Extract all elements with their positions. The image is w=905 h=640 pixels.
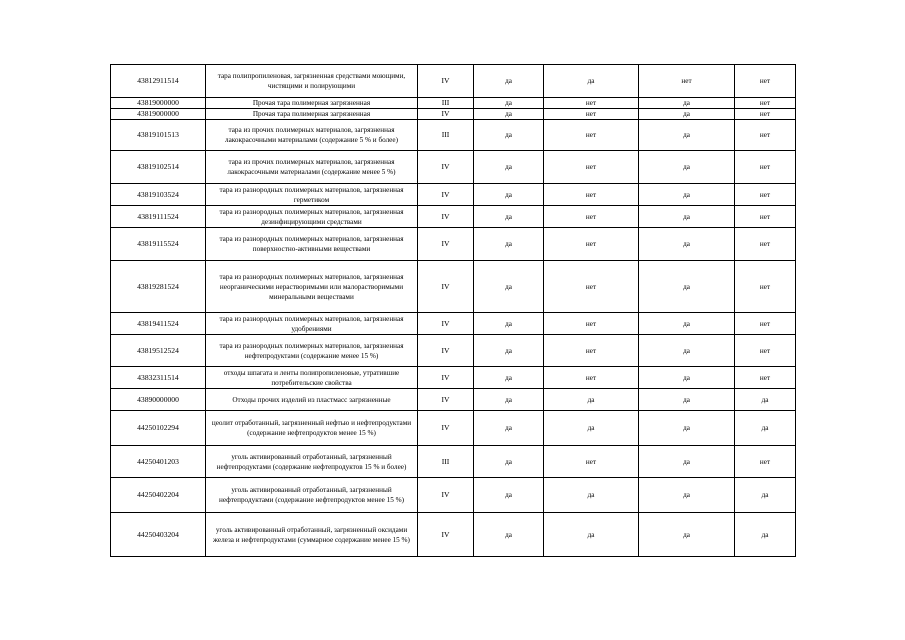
flag-cell-2: нет	[544, 335, 639, 367]
flag-cell-3: да	[639, 120, 735, 151]
table-row	[111, 109, 796, 120]
flag-cell-4: нет	[735, 98, 796, 109]
table-row	[111, 228, 796, 261]
waste-name-cell: уголь активированный отработанный, загрязненный оксидами железа и нефтепродуктами (суммарное содержание менее 15 %)	[206, 513, 418, 557]
hazard-class-cell: IV	[418, 335, 474, 367]
flag-cell-3: да	[639, 335, 735, 367]
hazard-class-cell: IV	[418, 478, 474, 513]
waste-classification-table	[110, 64, 796, 557]
waste-code-cell: 43819111524	[111, 206, 206, 228]
flag-cell-2: нет	[544, 313, 639, 335]
flag-cell-4: нет	[735, 109, 796, 120]
flag-cell-2: да	[544, 389, 639, 411]
flag-cell-4: нет	[735, 206, 796, 228]
flag-cell-3: да	[639, 411, 735, 446]
waste-name-cell: тара полипропиленовая, загрязненная средствами моющими, чистящими и полирующими	[206, 65, 418, 98]
flag-cell-3: да	[639, 206, 735, 228]
flag-cell-3: да	[639, 98, 735, 109]
waste-code-cell: 43819101513	[111, 120, 206, 151]
flag-cell-1: да	[474, 411, 544, 446]
flag-cell-4: нет	[735, 228, 796, 261]
flag-cell-1: да	[474, 446, 544, 478]
flag-cell-1: да	[474, 261, 544, 313]
table-row	[111, 120, 796, 151]
hazard-class-cell: IV	[418, 184, 474, 206]
waste-code-cell: 43819103524	[111, 184, 206, 206]
waste-name-cell: тара из разнородных полимерных материалов, загрязненная поверхностно-активными веществами	[206, 228, 418, 261]
waste-name-cell: отходы шпагата и ленты полипропиленовые, утратившие потребительские свойства	[206, 367, 418, 389]
waste-name-cell: уголь активированный отработанный, загрязненный нефтепродуктами (содержание нефтепродуктов менее 15 %)	[206, 478, 418, 513]
flag-cell-4: нет	[735, 151, 796, 184]
hazard-class-cell: IV	[418, 65, 474, 98]
flag-cell-3: да	[639, 109, 735, 120]
table-row	[111, 389, 796, 411]
flag-cell-4: да	[735, 513, 796, 557]
hazard-class-cell: IV	[418, 261, 474, 313]
waste-name-cell: Прочая тара полимерная загрязненная	[206, 98, 418, 109]
flag-cell-3: нет	[639, 65, 735, 98]
table-row	[111, 335, 796, 367]
flag-cell-1: да	[474, 478, 544, 513]
table-row	[111, 513, 796, 557]
table-row	[111, 261, 796, 313]
flag-cell-4: нет	[735, 446, 796, 478]
flag-cell-3: да	[639, 446, 735, 478]
table-row	[111, 478, 796, 513]
table-body	[111, 65, 796, 557]
flag-cell-3: да	[639, 184, 735, 206]
flag-cell-4: да	[735, 478, 796, 513]
flag-cell-1: да	[474, 335, 544, 367]
waste-code-cell: 44250403204	[111, 513, 206, 557]
flag-cell-4: да	[735, 389, 796, 411]
flag-cell-4: нет	[735, 335, 796, 367]
hazard-class-cell: III	[418, 446, 474, 478]
flag-cell-1: да	[474, 120, 544, 151]
flag-cell-3: да	[639, 313, 735, 335]
hazard-class-cell: IV	[418, 109, 474, 120]
waste-code-cell: 43819115524	[111, 228, 206, 261]
waste-code-cell: 43890000000	[111, 389, 206, 411]
waste-name-cell: цеолит отработанный, загрязненный нефтью и нефтепродуктами (содержание нефтепродуктов менее 15 %)	[206, 411, 418, 446]
waste-name-cell: тара из прочих полимерных материалов, загрязненная лакокрасочными материалами (содержание менее 5 %)	[206, 151, 418, 184]
hazard-class-cell: III	[418, 120, 474, 151]
hazard-class-cell: IV	[418, 411, 474, 446]
waste-code-cell: 43832311514	[111, 367, 206, 389]
flag-cell-2: нет	[544, 120, 639, 151]
flag-cell-3: да	[639, 261, 735, 313]
flag-cell-1: да	[474, 151, 544, 184]
waste-code-cell: 43819411524	[111, 313, 206, 335]
waste-name-cell: уголь активированный отработанный, загрязненный нефтепродуктами (содержание нефтепродуктов 15 % и более)	[206, 446, 418, 478]
flag-cell-2: нет	[544, 446, 639, 478]
flag-cell-3: да	[639, 151, 735, 184]
flag-cell-3: да	[639, 367, 735, 389]
waste-code-cell: 44250401203	[111, 446, 206, 478]
flag-cell-3: да	[639, 478, 735, 513]
hazard-class-cell: III	[418, 98, 474, 109]
waste-code-cell: 43819000000	[111, 109, 206, 120]
hazard-class-cell: IV	[418, 206, 474, 228]
flag-cell-4: нет	[735, 184, 796, 206]
table-row	[111, 151, 796, 184]
waste-code-cell: 43812911514	[111, 65, 206, 98]
flag-cell-3: да	[639, 513, 735, 557]
flag-cell-3: да	[639, 228, 735, 261]
waste-code-cell: 43819512524	[111, 335, 206, 367]
waste-code-cell: 43819102514	[111, 151, 206, 184]
flag-cell-2: нет	[544, 184, 639, 206]
flag-cell-1: да	[474, 98, 544, 109]
flag-cell-1: да	[474, 513, 544, 557]
flag-cell-1: да	[474, 313, 544, 335]
waste-name-cell: тара из разнородных полимерных материалов, загрязненная неорганическими нерастворимыми или малорастворимыми минеральными веществами	[206, 261, 418, 313]
flag-cell-1: да	[474, 206, 544, 228]
waste-name-cell: тара из разнородных полимерных материалов, загрязненная дезинфицирующими средствами	[206, 206, 418, 228]
table-row	[111, 206, 796, 228]
hazard-class-cell: IV	[418, 151, 474, 184]
waste-code-cell: 43819000000	[111, 98, 206, 109]
flag-cell-1: да	[474, 65, 544, 98]
waste-name-cell: тара из разнородных полимерных материалов, загрязненная герметиком	[206, 184, 418, 206]
flag-cell-4: нет	[735, 65, 796, 98]
flag-cell-4: нет	[735, 120, 796, 151]
flag-cell-2: нет	[544, 367, 639, 389]
flag-cell-1: да	[474, 367, 544, 389]
flag-cell-1: да	[474, 389, 544, 411]
flag-cell-4: нет	[735, 367, 796, 389]
flag-cell-2: нет	[544, 109, 639, 120]
table-row	[111, 98, 796, 109]
flag-cell-1: да	[474, 184, 544, 206]
flag-cell-2: нет	[544, 151, 639, 184]
hazard-class-cell: IV	[418, 513, 474, 557]
waste-code-cell: 43819281524	[111, 261, 206, 313]
hazard-class-cell: IV	[418, 367, 474, 389]
flag-cell-2: нет	[544, 98, 639, 109]
table-row	[111, 411, 796, 446]
waste-name-cell: Отходы прочих изделий из пластмасс загрязненные	[206, 389, 418, 411]
waste-code-cell: 44250102294	[111, 411, 206, 446]
flag-cell-2: нет	[544, 261, 639, 313]
waste-name-cell: тара из прочих полимерных материалов, загрязненная лакокрасочными материалами (содержание 5 % и более)	[206, 120, 418, 151]
waste-name-cell: тара из разнородных полимерных материалов, загрязненная удобрениями	[206, 313, 418, 335]
waste-name-cell: тара из разнородных полимерных материалов, загрязненная нефтепродуктами (содержание менее 15 %)	[206, 335, 418, 367]
table-row	[111, 184, 796, 206]
flag-cell-1: да	[474, 109, 544, 120]
flag-cell-2: да	[544, 513, 639, 557]
table-row	[111, 367, 796, 389]
flag-cell-2: да	[544, 478, 639, 513]
table-row	[111, 313, 796, 335]
flag-cell-2: да	[544, 65, 639, 98]
waste-code-cell: 44250402204	[111, 478, 206, 513]
waste-name-cell: Прочая тара полимерная загрязненная	[206, 109, 418, 120]
flag-cell-1: да	[474, 228, 544, 261]
hazard-class-cell: IV	[418, 389, 474, 411]
hazard-class-cell: IV	[418, 313, 474, 335]
hazard-class-cell: IV	[418, 228, 474, 261]
table-row	[111, 65, 796, 98]
flag-cell-2: нет	[544, 228, 639, 261]
table-row	[111, 446, 796, 478]
flag-cell-3: да	[639, 389, 735, 411]
flag-cell-4: да	[735, 411, 796, 446]
flag-cell-4: нет	[735, 261, 796, 313]
flag-cell-2: нет	[544, 206, 639, 228]
flag-cell-2: да	[544, 411, 639, 446]
flag-cell-4: нет	[735, 313, 796, 335]
